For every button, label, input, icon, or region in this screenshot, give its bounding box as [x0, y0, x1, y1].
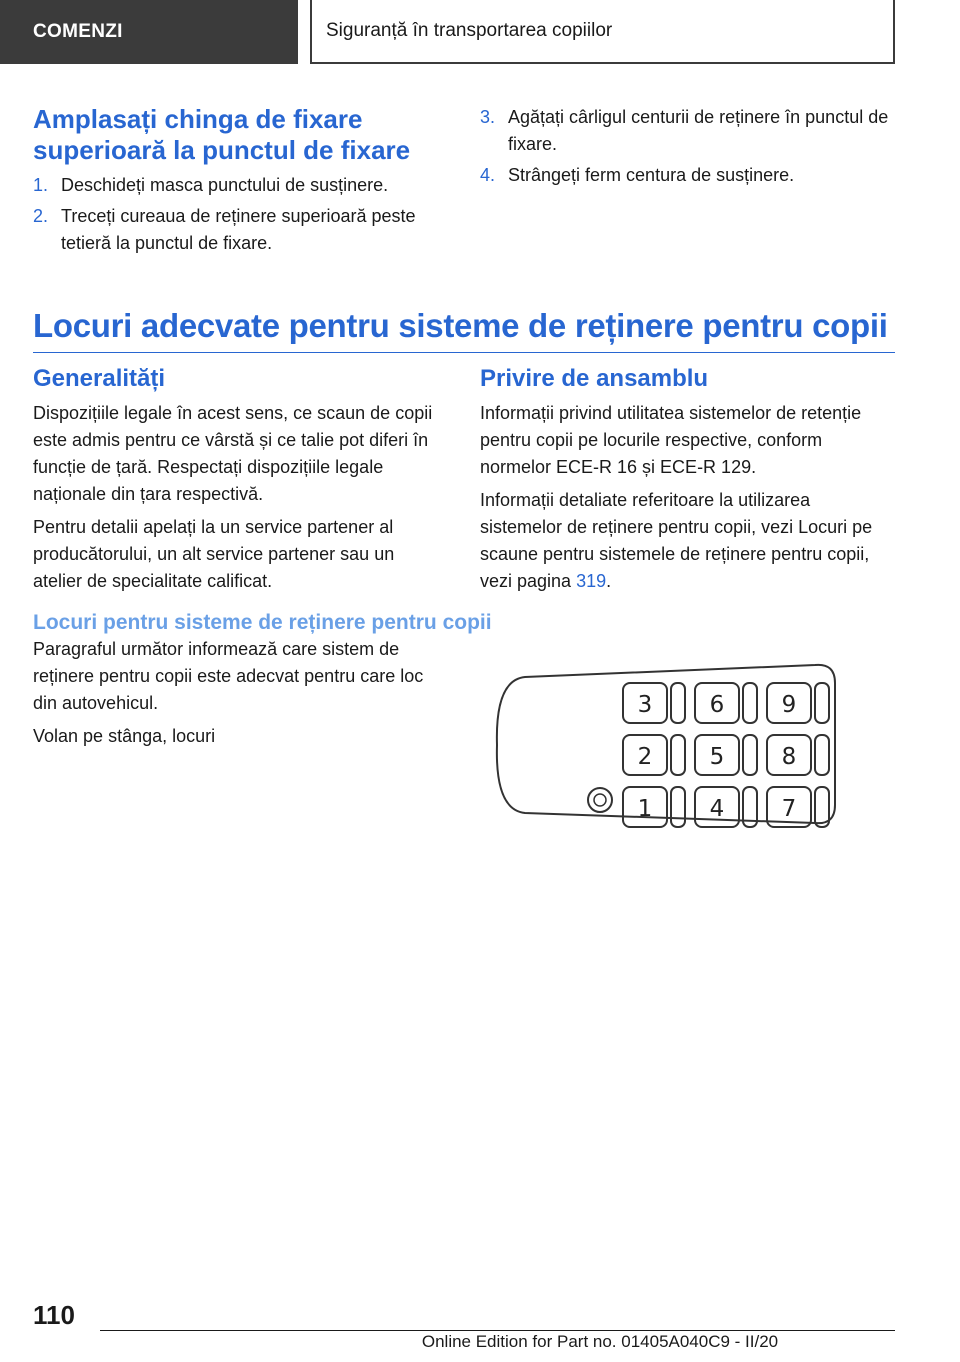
seat-number: 6 — [709, 692, 725, 718]
list-item: 1. Deschideți masca punctului de susținere. — [33, 175, 389, 195]
seat-number: 4 — [709, 796, 725, 822]
heading-overview: Privire de ansamblu — [480, 365, 709, 392]
main-heading: Locuri adecvate pentru sisteme de reținere pentru copii — [33, 306, 895, 353]
overview-paragraph-1: Informații privind utilitatea sistemelor de retenție pentru copii pe locurile respective, conform normelor ECE-R 16 și ECE-R 129. — [480, 403, 862, 477]
seat-backrest — [743, 735, 757, 775]
heading-fixing-strap: Amplasați chinga de fixare superioară la punctul de fixare — [33, 104, 411, 165]
seat-number: 7 — [781, 796, 797, 822]
list-item: 2. Treceți cureaua de reținere superioară peste tetieră la punctul de fixare. — [33, 206, 416, 253]
steering-wheel-hub-icon — [594, 794, 606, 806]
places-paragraph-2: Volan pe stânga, locuri — [33, 726, 216, 746]
seat-number: 3 — [637, 692, 653, 718]
steering-wheel-icon — [588, 788, 612, 812]
list-item: 3. Agățați cârligul centurii de reținere în punctul de fixare. — [480, 107, 889, 154]
header-section: COMENZI — [0, 0, 298, 64]
steps-list-1 — [33, 172, 443, 257]
steps-list-2 — [480, 104, 895, 189]
overview-paragraph-2: Informații detaliate referitoare la utilizarea sistemelor de reținere pentru copii, vezi Locuri pe scaune pentru sistemele de reținere pentru copii, vezi pagina 319. — [480, 490, 873, 591]
places-paragraph-1: Paragraful următor informează care sistem de reținere pentru copii este adecvat pentru care loc din autovehicul. — [33, 639, 424, 713]
seat-number: 1 — [637, 796, 653, 822]
overview-section — [480, 364, 895, 601]
seat-number: 9 — [781, 692, 797, 718]
footer-divider — [100, 1330, 895, 1331]
seat-backrest — [671, 735, 685, 775]
seat-number: 8 — [781, 744, 797, 770]
general-paragraph-2: Pentru detalii apelați la un service partener al producătorului, un alt service partener sau un atelier de specialitate calificat. — [33, 517, 395, 591]
seat-grid — [623, 683, 829, 827]
top-right-column — [480, 104, 895, 193]
seat-backrest — [671, 683, 685, 723]
places-section — [33, 636, 443, 756]
general-paragraph-1: Dispozițiile legale în acest sens, ce scaun de copii este admis pentru ce vârstă și ce talie pot diferi în funcție de țară. Respectați dispozițiile legale naționale din țara respectivă. — [33, 403, 433, 504]
seat-backrest — [815, 735, 829, 775]
seat-backrest — [743, 683, 757, 723]
page-number: 110 — [33, 1300, 75, 1330]
seat-number: 5 — [709, 744, 725, 770]
seat-diagram — [485, 655, 895, 835]
footer-edition: Online Edition for Part no. 01405A040C9 - II/20 — [421, 1332, 779, 1351]
seat-backrest — [671, 787, 685, 827]
heading-places: Locuri pentru sisteme de reținere pentru copii — [33, 611, 492, 634]
heading-general: Generalități — [33, 365, 166, 392]
top-left-column — [33, 104, 443, 261]
list-item: 4. Strângeți ferm centura de susținere. — [480, 165, 795, 185]
general-section — [33, 364, 443, 601]
seat-number: 2 — [637, 744, 653, 770]
header-chapter: Siguranță în transportarea copiilor — [310, 0, 895, 64]
seat-backrest — [815, 683, 829, 723]
page-link[interactable]: 319 — [576, 571, 607, 591]
